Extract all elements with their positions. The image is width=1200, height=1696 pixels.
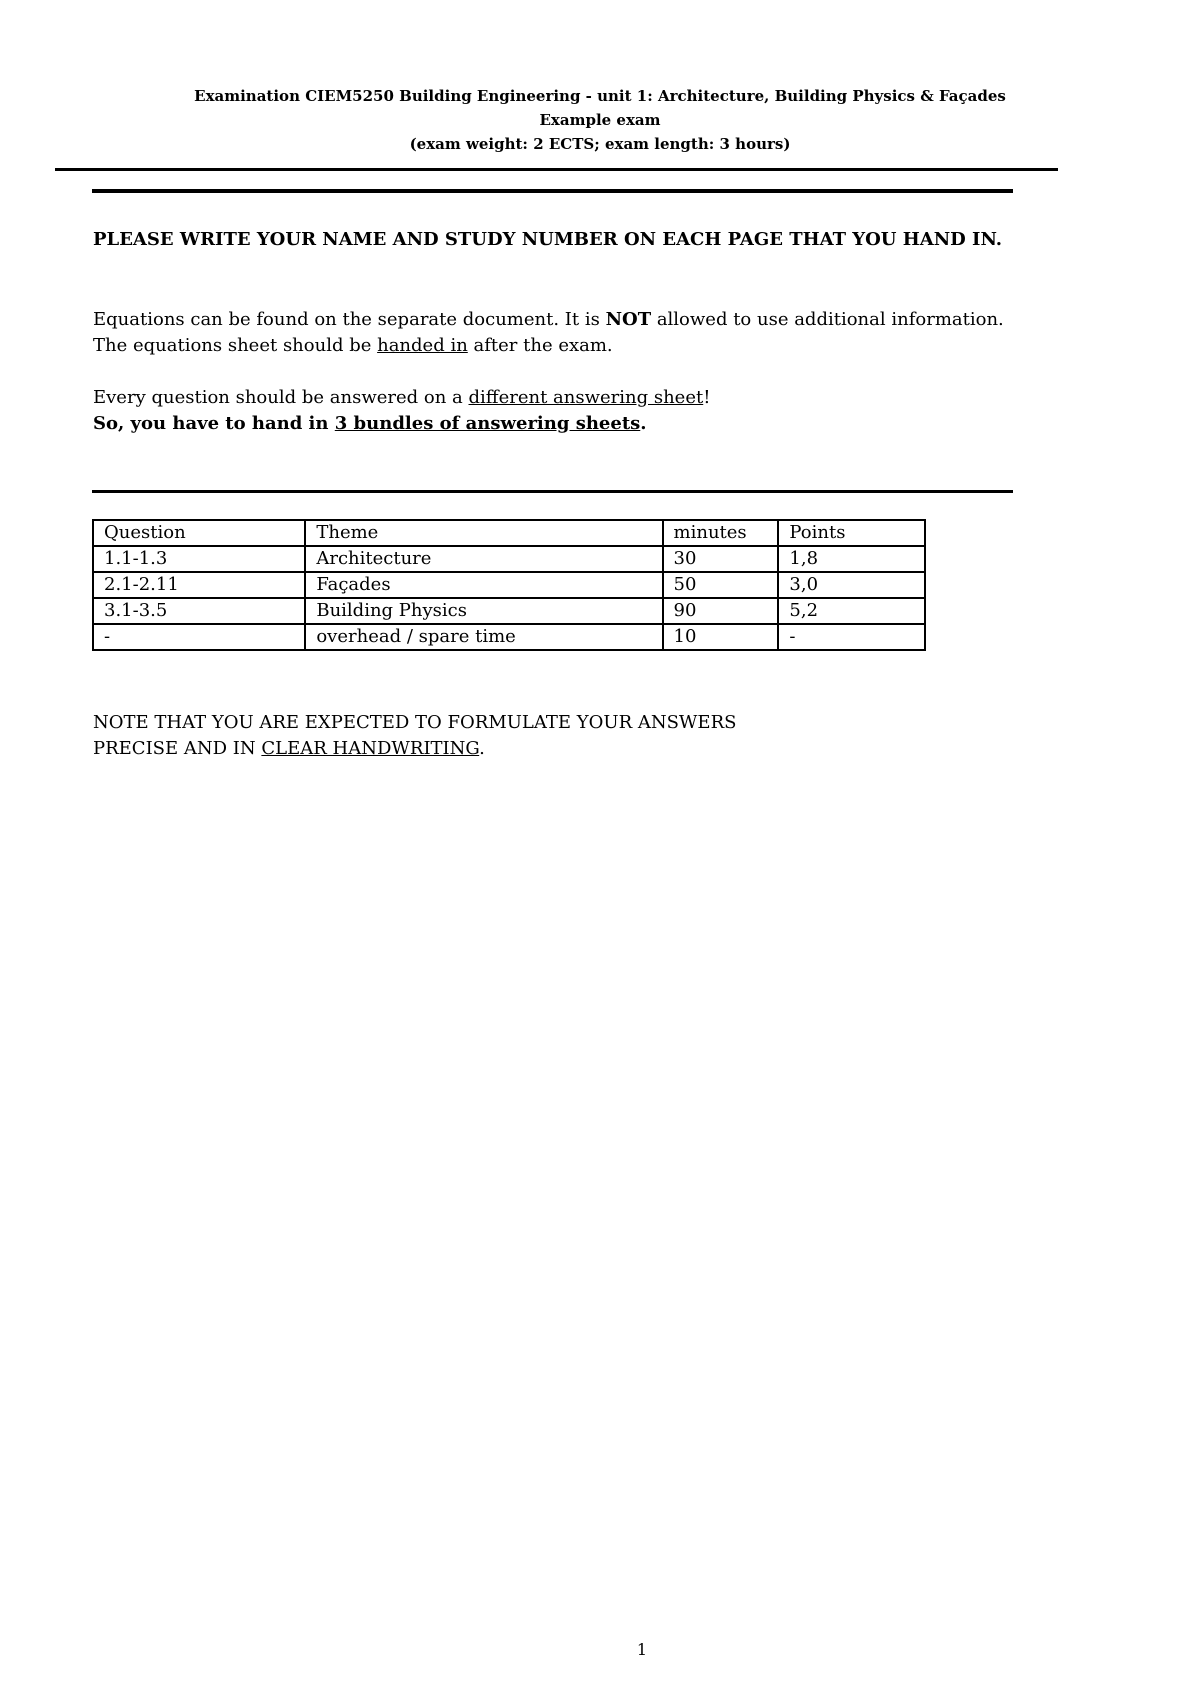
cell-question: 3.1-3.5 xyxy=(93,598,305,624)
bundles-line: So, you have to hand in 3 bundles of answering sheets. xyxy=(93,413,647,434)
column-header-theme: Theme xyxy=(305,520,662,546)
exam-title: Examination CIEM5250 Building Engineering - unit 1: Architecture, Building Physics & Façades xyxy=(194,87,1006,105)
equations-sheet-line: The equations sheet should be handed in after the exam. xyxy=(93,335,613,356)
clear-handwriting-underlined: CLEAR HANDWRITING xyxy=(261,738,480,759)
note-line-2: PRECISE AND IN CLEAR HANDWRITING. xyxy=(93,738,485,759)
cell-question: 2.1-2.11 xyxy=(93,572,305,598)
equations-line: Equations can be found on the separate document. It is NOT allowed to use additional information. xyxy=(93,309,1004,330)
cell-points: 5,2 xyxy=(778,598,925,624)
handwriting-note xyxy=(93,710,736,762)
exam-header xyxy=(0,84,1200,156)
exam-weight-length: (exam weight: 2 ECTS; exam length: 3 hours) xyxy=(409,135,791,153)
cell-minutes: 30 xyxy=(663,546,779,572)
cell-theme: Architecture xyxy=(305,546,662,572)
column-header-minutes: minutes xyxy=(663,520,779,546)
table-row xyxy=(93,546,925,572)
page-number: 1 xyxy=(636,1640,648,1659)
exam-schedule-table xyxy=(92,519,926,651)
section-divider-thick xyxy=(92,189,1013,193)
equations-paragraph xyxy=(93,307,1004,359)
cell-question: - xyxy=(93,624,305,650)
answering-sheet-line: Every question should be answered on a different answering sheet! xyxy=(93,387,711,408)
cell-points: - xyxy=(778,624,925,650)
cell-points: 3,0 xyxy=(778,572,925,598)
column-header-points: Points xyxy=(778,520,925,546)
header-divider xyxy=(55,168,1058,171)
different-sheet-underlined: different answering sheet xyxy=(468,387,704,408)
cell-theme: overhead / spare time xyxy=(305,624,662,650)
answering-paragraph xyxy=(93,385,710,437)
cell-minutes: 10 xyxy=(663,624,779,650)
table-row xyxy=(93,572,925,598)
section-divider xyxy=(92,490,1013,493)
handed-in-underlined: handed in xyxy=(377,335,468,356)
exam-subtitle: Example exam xyxy=(539,111,661,129)
table-row xyxy=(93,624,925,650)
bundles-underlined: 3 bundles of answering sheets xyxy=(334,413,641,434)
cell-points: 1,8 xyxy=(778,546,925,572)
cell-question: 1.1-1.3 xyxy=(93,546,305,572)
column-header-question: Question xyxy=(93,520,305,546)
cell-minutes: 90 xyxy=(663,598,779,624)
cell-minutes: 50 xyxy=(663,572,779,598)
cell-theme: Façades xyxy=(305,572,662,598)
cell-theme: Building Physics xyxy=(305,598,662,624)
table-row xyxy=(93,598,925,624)
name-notice: PLEASE WRITE YOUR NAME AND STUDY NUMBER ON EACH PAGE THAT YOU HAND IN. xyxy=(93,229,1003,250)
note-line-1: NOTE THAT YOU ARE EXPECTED TO FORMULATE YOUR ANSWERS xyxy=(93,712,737,733)
table-header-row xyxy=(93,520,925,546)
